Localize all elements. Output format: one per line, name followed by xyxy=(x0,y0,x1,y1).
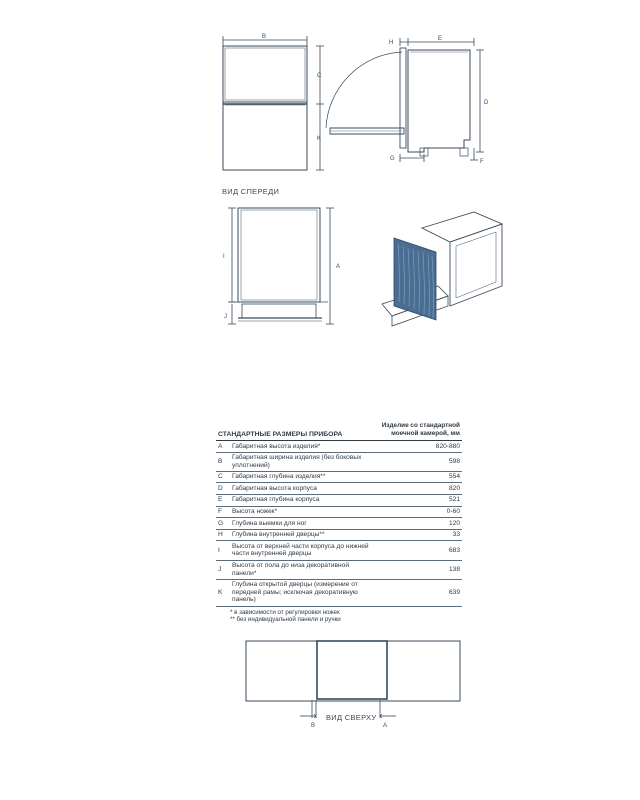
table-row xyxy=(216,529,462,541)
top-view-drawing xyxy=(246,641,460,718)
row-label: Габаритная глубина изделия** xyxy=(230,471,372,483)
front-view-title: ВИД СПЕРЕДИ xyxy=(222,187,280,196)
row-value: 521 xyxy=(372,494,462,506)
table-title: СТАНДАРТНЫЕ РАЗМЕРЫ ПРИБОРА xyxy=(218,431,343,438)
top-view-label-b: B xyxy=(311,723,316,729)
table-row xyxy=(216,471,462,483)
row-value: 639 xyxy=(372,579,462,606)
front-view-drawing xyxy=(228,208,334,324)
row-label: Габаритная глубина корпуса xyxy=(230,494,372,506)
row-key: J xyxy=(216,560,230,579)
table-notes xyxy=(216,609,462,624)
row-key: E xyxy=(216,494,230,506)
row-label: Габаритная высота изделия* xyxy=(230,441,372,453)
row-value: 120 xyxy=(372,518,462,530)
dimensions-table xyxy=(216,418,462,624)
row-key: G xyxy=(216,518,230,530)
row-key: C xyxy=(216,471,230,483)
door-swing-drawing xyxy=(326,52,404,134)
dim-label-c: C xyxy=(317,73,322,79)
table-note: ** без индивидуальной панели и ручки xyxy=(230,616,341,624)
row-label: Высота от пола до низа декоративной панели* xyxy=(230,560,372,579)
row-key: H xyxy=(216,529,230,541)
dimension-labels xyxy=(222,34,489,729)
top-view-label-a: A xyxy=(383,723,388,729)
table-row xyxy=(216,506,462,518)
top-view-title: ВИД СВЕРХУ xyxy=(326,713,377,722)
row-value: 598 xyxy=(372,452,462,471)
table-note: * в зависимости от регулировки ножек xyxy=(230,608,340,616)
row-label: Глубина внутренней дверцы** xyxy=(230,529,372,541)
row-key: B xyxy=(216,452,230,471)
table-row xyxy=(216,518,462,530)
table-row xyxy=(216,441,462,453)
row-key: I xyxy=(216,541,230,560)
table-body xyxy=(216,441,462,607)
row-key: D xyxy=(216,483,230,495)
row-key: K xyxy=(216,579,230,606)
table-column-header: Изделие со стандартной моечной камерой, мм xyxy=(381,422,460,437)
table-row xyxy=(216,579,462,606)
row-value: 33 xyxy=(372,529,462,541)
row-value: 683 xyxy=(372,541,462,560)
dim-label-k: K xyxy=(317,136,322,142)
row-key: F xyxy=(216,506,230,518)
front-elevation-drawing xyxy=(223,36,324,170)
row-label: Габаритная ширина изделия (без боковых уплотнений) xyxy=(230,452,372,471)
dim-label-g: G xyxy=(390,156,395,162)
dim-label-a: A xyxy=(336,264,341,270)
row-value: 820-880 xyxy=(372,441,462,453)
row-label: Габаритная высота корпуса xyxy=(230,483,372,495)
row-label: Глубина выемки для ног xyxy=(230,518,372,530)
decorative-panel-drawing xyxy=(394,238,436,320)
dim-label-i: I xyxy=(223,254,225,260)
row-key: A xyxy=(216,441,230,453)
table-row xyxy=(216,494,462,506)
dim-label-d: D xyxy=(484,100,489,106)
row-value: 820 xyxy=(372,483,462,495)
dim-label-h: H xyxy=(389,40,394,46)
table-row xyxy=(216,560,462,579)
dim-label-e: E xyxy=(438,36,443,42)
row-label: Глубина открытой дверцы (измерение от передней рамы; исключая декоративную панель) xyxy=(230,579,372,606)
row-value: 0-60 xyxy=(372,506,462,518)
dim-label-j: J xyxy=(224,314,227,320)
row-value: 138 xyxy=(372,560,462,579)
table-row xyxy=(216,483,462,495)
row-label: Высота ножек* xyxy=(230,506,372,518)
table-row xyxy=(216,452,462,471)
table-row xyxy=(216,541,462,560)
table-header-row xyxy=(216,418,462,441)
dim-label-b: B xyxy=(262,34,267,40)
side-view-drawing xyxy=(400,38,484,162)
row-value: 554 xyxy=(372,471,462,483)
dim-label-f: F xyxy=(480,159,484,165)
row-label: Высота от верхней части корпуса до нижней части внутренней дверцы xyxy=(230,541,372,560)
